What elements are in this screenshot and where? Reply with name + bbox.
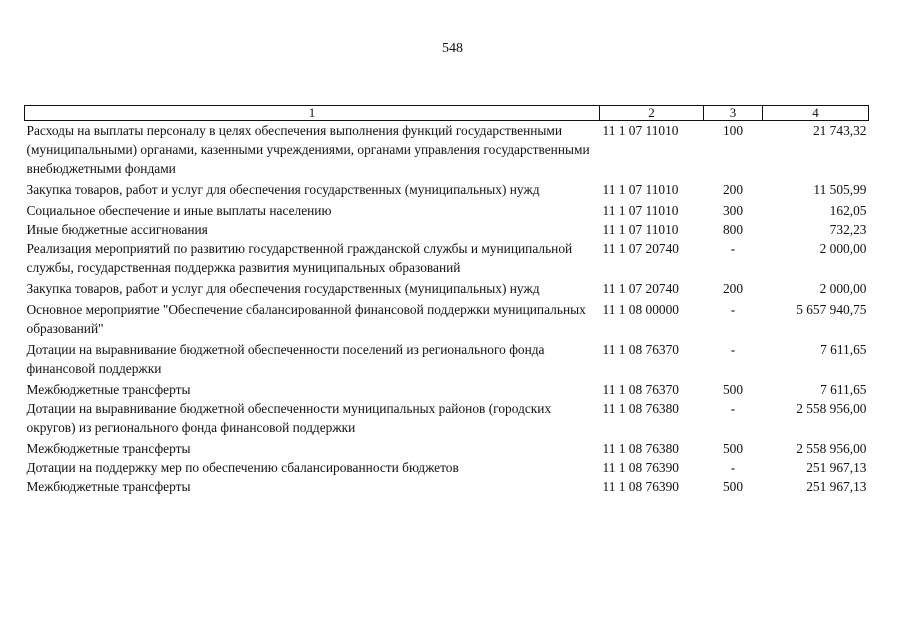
row-amount: 162,05 [829,203,867,218]
row-kind: 100 [722,123,744,138]
row-amount: 2 558 956,00 [796,441,867,456]
row-amount: 7 611,65 [820,342,867,357]
row-code: 11 1 08 76390 [602,479,679,494]
table-row [25,180,869,201]
row-kind: 500 [722,382,744,397]
table-row [25,220,869,239]
row-code: 11 1 08 76370 [602,382,679,397]
row-kind: 300 [722,203,744,218]
table-row [25,239,869,279]
row-name: Дотации на поддержку мер по обеспечению сбалансированности бюджетов [26,460,459,475]
budget-table-wrapper [24,105,868,496]
table-row [25,399,869,439]
row-amount: 2 000,00 [819,241,867,256]
row-code: 11 1 07 20740 [602,241,679,256]
row-kind: - [730,401,736,416]
row-kind: 500 [722,441,744,456]
table-row [25,121,869,181]
row-kind: 500 [722,479,744,494]
table-row [25,201,869,220]
row-kind: 200 [722,182,744,197]
row-name: Межбюджетные трансферты [26,382,191,397]
row-amount: 5 657 940,75 [796,302,867,317]
header-col-4: 4 [763,106,869,121]
header-col-3: 3 [704,106,763,121]
page-number: 548 [442,41,463,56]
row-name: Иные бюджетные ассигнования [26,222,208,237]
row-code: 11 1 08 76380 [602,441,679,456]
row-amount: 2 558 956,00 [796,401,867,416]
table-row [25,300,869,340]
row-kind: - [730,241,736,256]
row-name: Закупка товаров, работ и услуг для обеспечения государственных (муниципальных) нужд [26,182,540,197]
row-code: 11 1 08 76380 [602,401,679,416]
row-code: 11 1 08 00000 [602,302,679,317]
row-code: 11 1 08 76370 [602,342,679,357]
row-code: 11 1 07 11010 [602,123,679,138]
row-code: 11 1 07 11010 [602,222,679,237]
row-kind: - [730,460,736,475]
row-name: Закупка товаров, работ и услуг для обеспечения государственных (муниципальных) нужд [26,281,540,296]
table-body [25,121,869,497]
table-row [25,279,869,300]
row-kind: - [730,342,736,357]
row-amount: 2 000,00 [819,281,867,296]
row-code: 11 1 08 76390 [602,460,679,475]
row-name: Дотации на выравнивание бюджетной обеспеченности поселений из регионального фонда финансовой поддержки [26,342,545,376]
table-row [25,477,869,496]
row-kind: 800 [722,222,744,237]
table-row [25,458,869,477]
row-name: Межбюджетные трансферты [26,441,191,456]
row-code: 11 1 07 11010 [602,182,679,197]
row-amount: 21 743,32 [812,123,867,138]
row-kind: 200 [722,281,744,296]
budget-table [24,105,869,496]
table-row [25,439,869,458]
row-name: Расходы на выплаты персоналу в целях обеспечения выполнения функций государственными (муниципальными) органами, казенными учреждениями, органами управления государственными внебюджетными фондами [26,123,590,176]
row-name: Межбюджетные трансферты [26,479,191,494]
row-name: Социальное обеспечение и иные выплаты населению [26,203,332,218]
row-amount: 251 967,13 [806,479,867,494]
row-name: Дотации на выравнивание бюджетной обеспеченности муниципальных районов (городских округов) из регионального фонда финансовой поддержки [26,401,552,435]
header-col-2: 2 [600,106,704,121]
row-name: Реализация мероприятий по развитию государственной гражданской службы и муниципальной службы, государственная поддержка развития муниципальных образований [26,241,573,275]
row-amount: 732,23 [829,222,867,237]
row-code: 11 1 07 20740 [602,281,679,296]
row-code: 11 1 07 11010 [602,203,679,218]
row-amount: 7 611,65 [820,382,867,397]
table-row [25,380,869,399]
row-name: Основное мероприятие "Обеспечение сбалансированной финансовой поддержки муниципальных образований" [26,302,586,336]
row-amount: 11 505,99 [813,182,867,197]
row-amount: 251 967,13 [806,460,867,475]
table-header [25,106,869,121]
table-row [25,340,869,380]
header-col-1: 1 [25,106,600,121]
row-kind: - [730,302,736,317]
